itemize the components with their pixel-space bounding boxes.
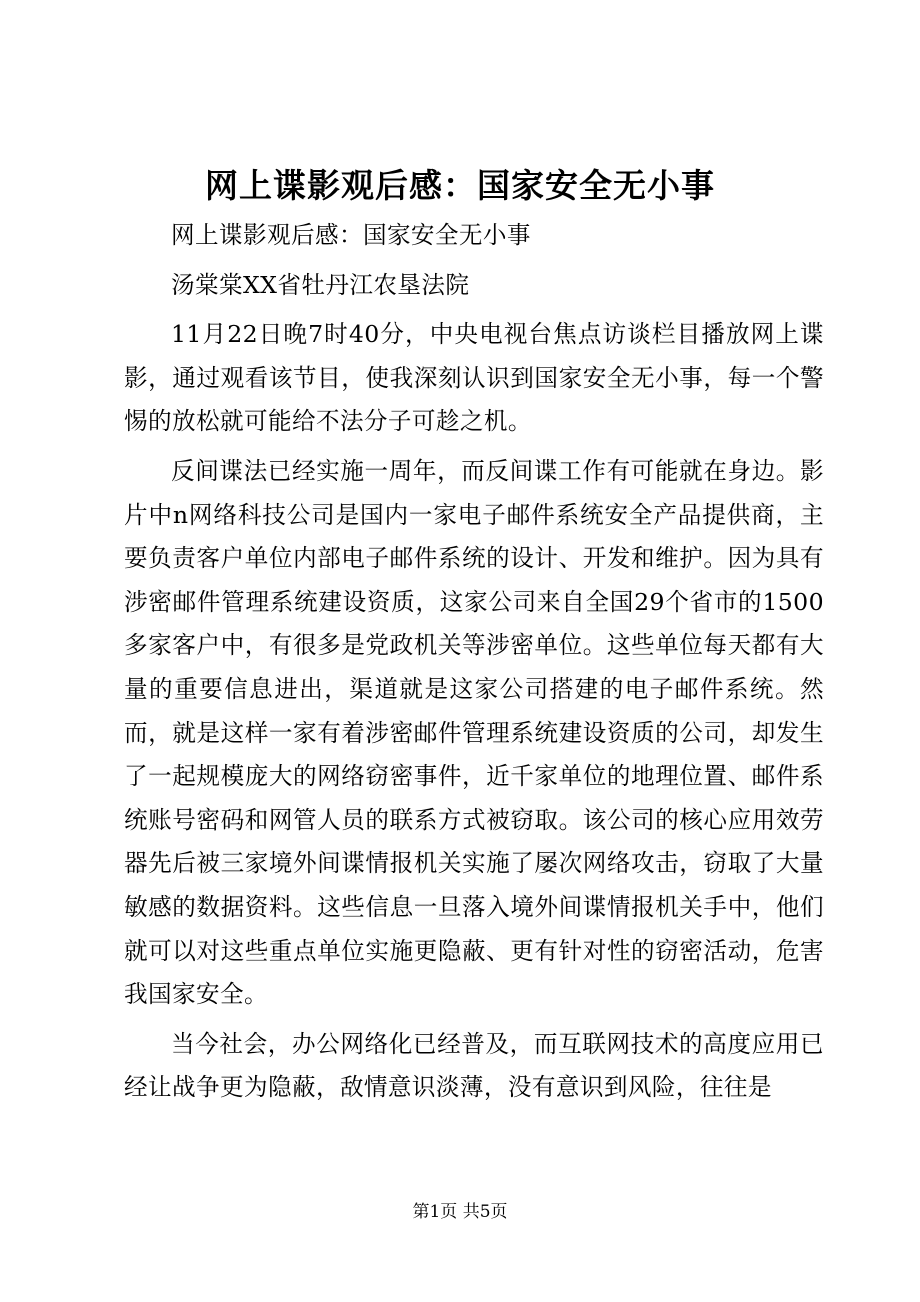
paragraph-1: 11月22日晚7时40分，中央电视台焦点访谈栏目播放网上谍影，通过观看该节目，使我深刻认识到国家安全无小事，每一个警惕的放松就可能给不法分子可趁之机。 xyxy=(124,320,824,436)
paragraph-3: 当今社会，办公网络化已经普及，而互联网技术的高度应用已经让战争更为隐蔽，敌情意识淡薄，没有意识到风险，往往是 xyxy=(124,1029,824,1102)
paragraph-2: 反间谍法已经实施一周年，而反间谍工作有可能就在身边。影片中n网络科技公司是国内一家电子邮件系统安全产品提供商，主要负责客户单位内部电子邮件系统的设计、开发和维护。因为具有涉密邮件管理系统建设资质，这家公司来自全国29个省市的1500多家客户中，有很多是党政机关等涉密单位。这些单位每天都有大量的重要信息进出，渠道就是这家公司搭建的电子邮件系统。然而，就是这样一家有着涉密邮件管理系统建设资质的公司，却发生了一起规模庞大的网络窃密事件，近千家单位的地理位置、邮件系统账号密码和网管人员的联系方式被窃取。该公司的核心应用效劳器先后被三家境外间谍情报机关实施了屡次网络攻击，窃取了大量敏感的数据资料。这些信息一旦落入境外间谍情报机关手中，他们就可以对这些重点单位实施更隐蔽、更有针对性的窃密活动，危害我国家安全。 xyxy=(124,456,824,1009)
paragraph-subtitle: 网上谍影观后感：国家安全无小事 xyxy=(171,221,531,249)
paragraph-author: 汤棠棠XX省牡丹江农垦法院 xyxy=(171,270,470,299)
document-title: 网上谍影观后感：国家安全无小事 xyxy=(205,166,715,205)
page-footer: 第1页 共5页 xyxy=(412,1202,508,1222)
document-body xyxy=(124,214,824,1110)
